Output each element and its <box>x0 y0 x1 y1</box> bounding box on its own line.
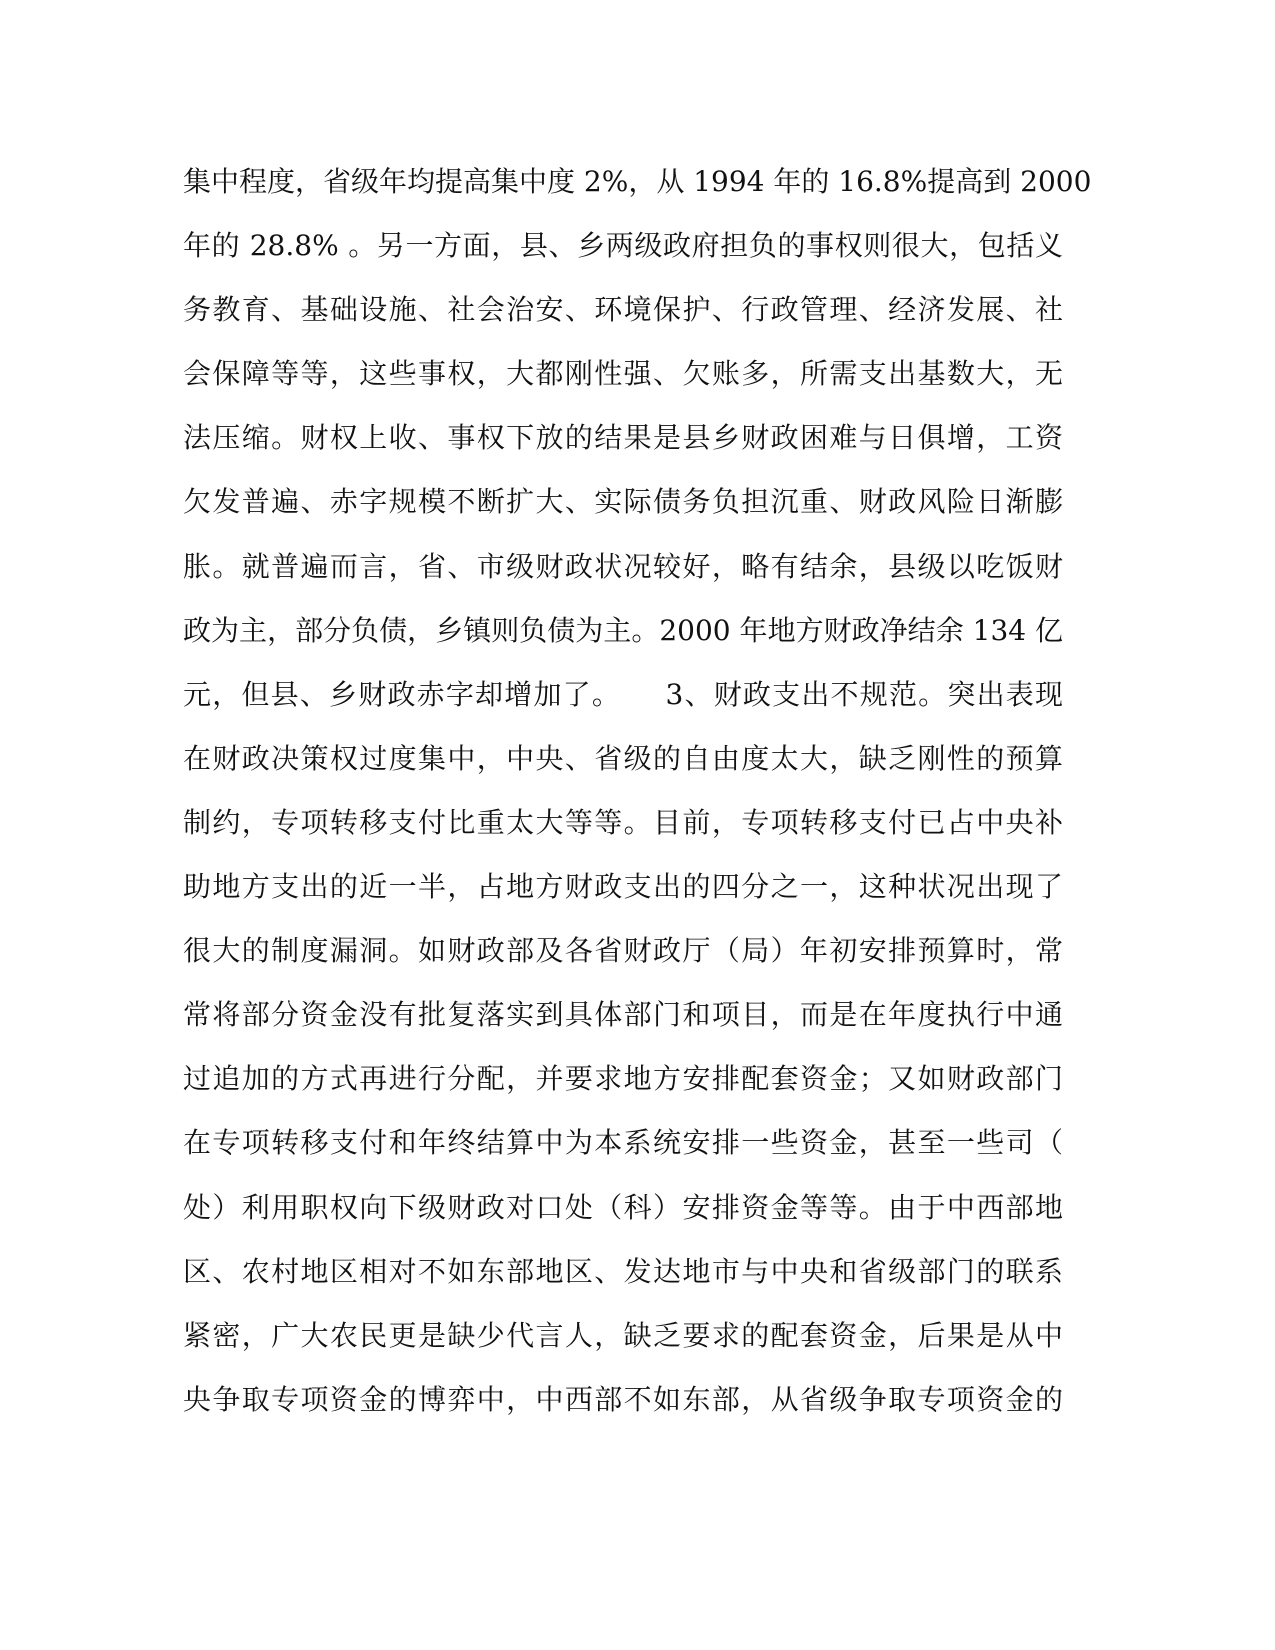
text-line: 务教育、基础设施、社会治安、环境保护、行政管理、经济发展、社 <box>183 293 1063 327</box>
text-line: 紧密，广大农民更是缺少代言人，缺乏要求的配套资金，后果是从中 <box>183 1318 1063 1352</box>
text-line: 会保障等等，这些事权，大都刚性强、欠账多，所需支出基数大，无 <box>183 357 1063 391</box>
text-line: 很大的制度漏洞。如财政部及各省财政厅（局）年初安排预算时，常 <box>183 934 1063 968</box>
text-line: 在财政决策权过度集中，中央、省级的自由度太大，缺乏刚性的预算 <box>183 741 1063 775</box>
text-line: 年的 28.8% 。另一方面，县、乡两级政府担负的事权则很大，包括义 <box>183 229 1063 263</box>
text-line: 元，但县、乡财政赤字却增加了。 3、财政支出不规范。突出表现 <box>183 677 1063 711</box>
text-line: 欠发普遍、赤字规模不断扩大、实际债务负担沉重、财政风险日渐膨 <box>183 485 1063 519</box>
text-line: 胀。就普遍而言，省、市级财政状况较好，略有结余，县级以吃饭财 <box>183 549 1063 583</box>
text-line: 常将部分资金没有批复落实到具体部门和项目，而是在年度执行中通 <box>183 998 1063 1032</box>
text-line: 集中程度，省级年均提高集中度 2%，从 1994 年的 16.8%提高到 2000 <box>183 165 1092 198</box>
text-line: 区、农村地区相对不如东部地区、发达地市与中央和省级部门的联系 <box>183 1254 1063 1288</box>
text-line: 政为主，部分负债，乡镇则负债为主。2000 年地方财政净结余 134 亿 <box>183 613 1063 647</box>
text-line: 法压缩。财权上收、事权下放的结果是县乡财政困难与日俱增，工资 <box>183 421 1063 455</box>
text-line: 制约，专项转移支付比重太大等等。目前，专项转移支付已占中央补 <box>183 805 1063 839</box>
text-line: 央争取专项资金的博弈中，中西部不如东部，从省级争取专项资金的 <box>183 1382 1063 1416</box>
text-line: 过追加的方式再进行分配，并要求地方安排配套资金；又如财政部门 <box>183 1062 1063 1096</box>
text-line: 处）利用职权向下级财政对口处（科）安排资金等等。由于中西部地 <box>183 1190 1063 1224</box>
body-text <box>183 150 1092 1432</box>
text-line: 在专项转移支付和年终结算中为本系统安排一些资金，甚至一些司（ <box>183 1126 1063 1160</box>
text-line: 助地方支出的近一半，占地方财政支出的四分之一，这种状况出现了 <box>183 870 1063 904</box>
